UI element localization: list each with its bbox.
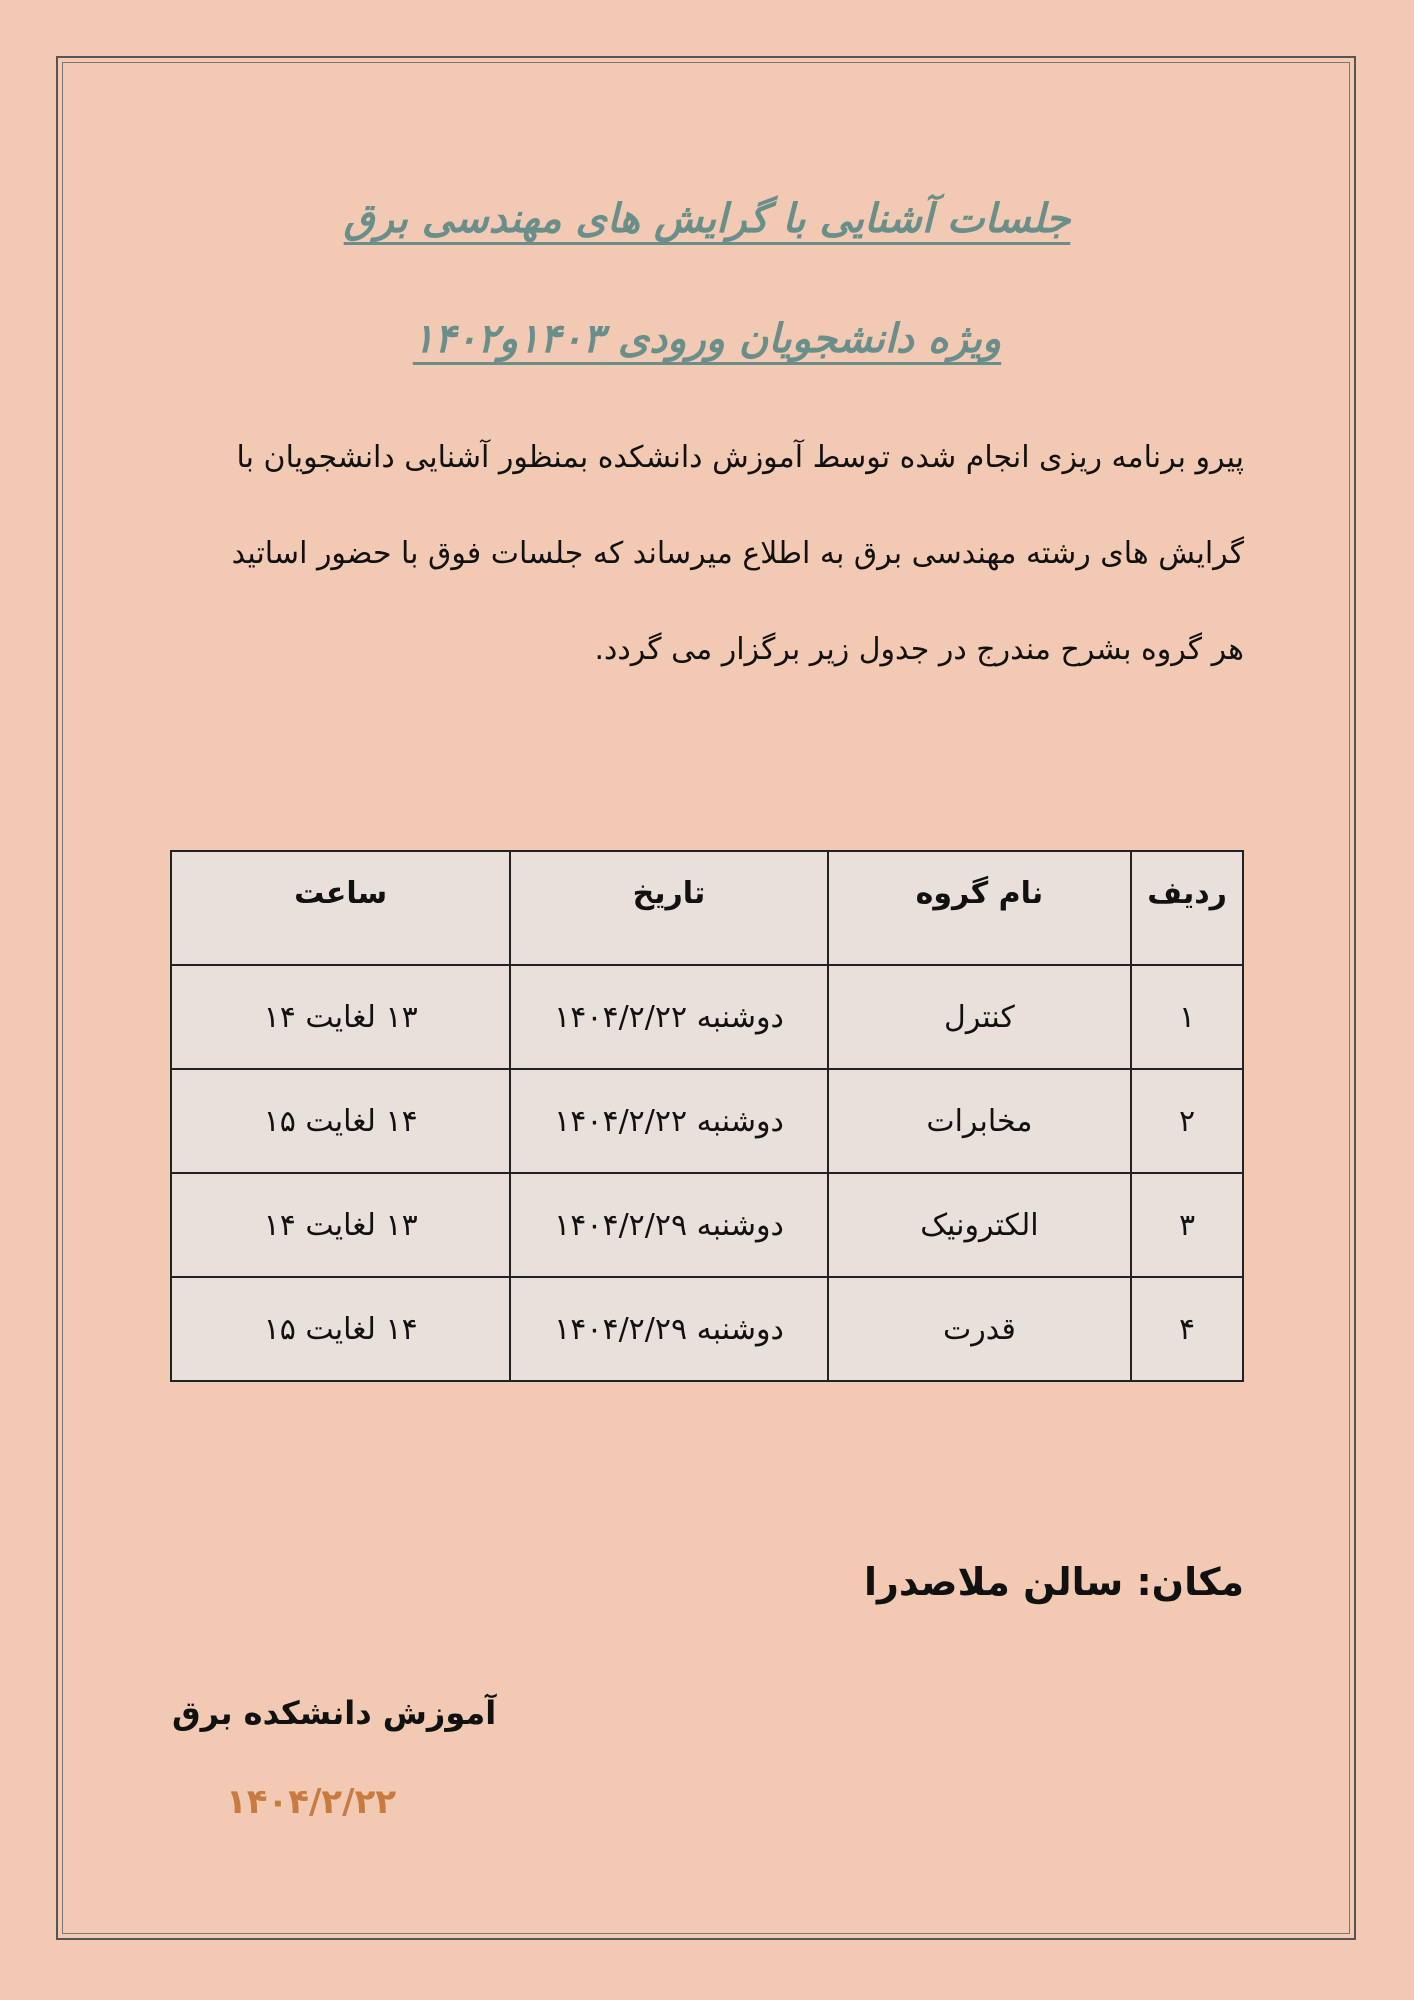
intro-line: گرایش های رشته مهندسی برق به اطلاع میرساند که جلسات فوق با حضور اساتید xyxy=(231,536,1244,571)
table-row xyxy=(171,1069,1243,1173)
intro-line: پیرو برنامه ریزی انجام شده توسط آموزش دانشکده بمنظور آشنایی دانشجویان با xyxy=(236,440,1244,475)
cell-time: ۱۳ لغایت ۱۴ xyxy=(171,1173,510,1277)
cell-row-number: ۴ xyxy=(1131,1277,1243,1381)
schedule-table xyxy=(170,850,1244,1382)
cell-date: دوشنبه ۱۴۰۴/۲/۲۹ xyxy=(510,1277,827,1381)
cell-row-number: ۳ xyxy=(1131,1173,1243,1277)
table-row xyxy=(171,1277,1243,1381)
header-group-name: نام گروه xyxy=(828,851,1131,965)
issuer-name: آموزش دانشکده برق xyxy=(172,1694,497,1732)
header-row-number: ردیف xyxy=(1131,851,1243,965)
cell-time: ۱۴ لغایت ۱۵ xyxy=(171,1277,510,1381)
cell-row-number: ۱ xyxy=(1131,965,1243,1069)
table-row xyxy=(171,1173,1243,1277)
cell-time: ۱۳ لغایت ۱۴ xyxy=(171,965,510,1069)
intro-paragraph xyxy=(170,410,1244,698)
cell-group-name: الکترونیک xyxy=(828,1173,1131,1277)
cell-date: دوشنبه ۱۴۰۴/۲/۲۲ xyxy=(510,1069,827,1173)
table-header-row xyxy=(171,851,1243,965)
cell-group-name: مخابرات xyxy=(828,1069,1131,1173)
header-time: ساعت xyxy=(171,851,510,965)
page-subtitle: ویژه دانشجویان ورودی ۱۴۰۳و۱۴۰۲ xyxy=(412,316,1002,362)
cell-date: دوشنبه ۱۴۰۴/۲/۲۲ xyxy=(510,965,827,1069)
issue-date: ۱۴۰۴/۲/۲۲ xyxy=(226,1782,397,1822)
header-date: تاریخ xyxy=(510,851,827,965)
cell-time: ۱۴ لغایت ۱۵ xyxy=(171,1069,510,1173)
intro-line: هر گروه بشرح مندرج در جدول زیر برگزار می گردد. xyxy=(594,632,1244,667)
cell-group-name: کنترل xyxy=(828,965,1131,1069)
location-label: مکان: سالن ملاصدرا xyxy=(863,1560,1244,1604)
table-row xyxy=(171,965,1243,1069)
cell-row-number: ۲ xyxy=(1131,1069,1243,1173)
cell-date: دوشنبه ۱۴۰۴/۲/۲۹ xyxy=(510,1173,827,1277)
page-title: جلسات آشنایی با گرایش های مهندسی برق xyxy=(343,196,1071,242)
cell-group-name: قدرت xyxy=(828,1277,1131,1381)
